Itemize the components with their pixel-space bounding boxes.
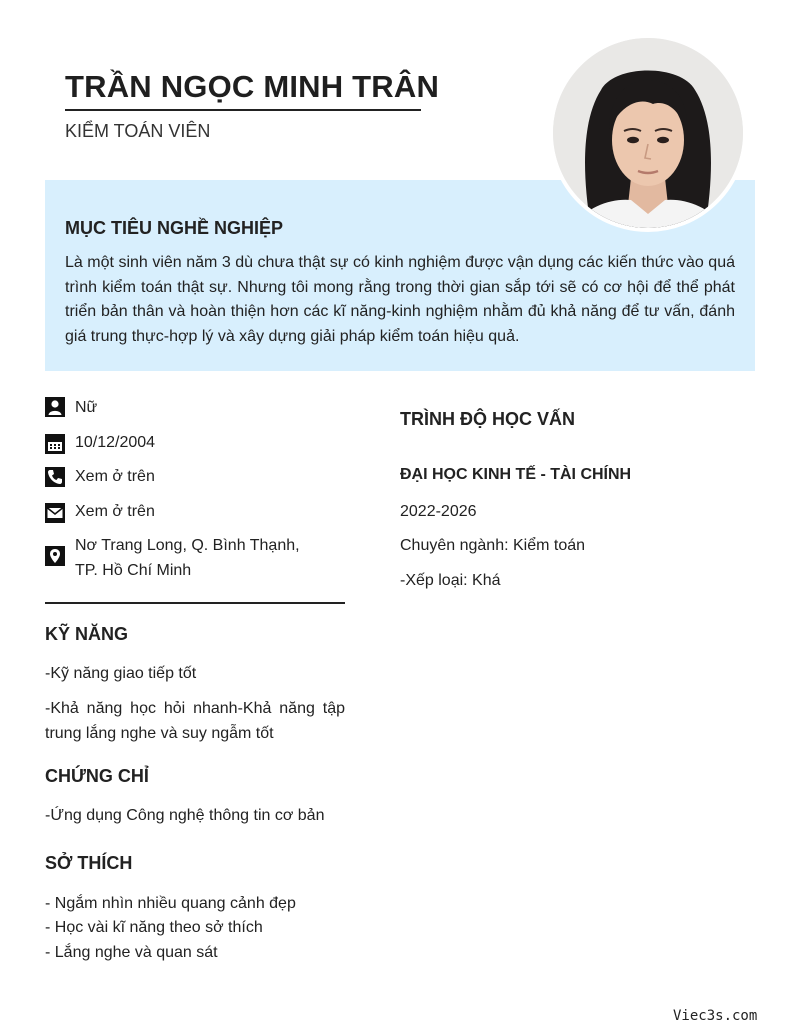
calendar-icon	[45, 434, 65, 454]
envelope-icon	[45, 503, 65, 523]
skill-item-2: -Khả năng học hỏi nhanh-Khả năng tập trung lắng nghe và suy ngẫm tốt	[45, 700, 345, 742]
profile-photo	[549, 34, 747, 232]
education-school: ĐẠI HỌC KINH TẾ - TÀI CHÍNH	[400, 466, 632, 483]
contact-list	[45, 396, 345, 583]
candidate-name: TRẦN NGỌC MINH TRÂN	[65, 69, 440, 104]
skill-item-1: -Kỹ năng giao tiếp tốt	[45, 665, 197, 682]
contact-phone	[45, 465, 345, 490]
address-line-1: Nơ Trang Long, Q. Bình Thạnh,	[75, 537, 300, 554]
phone-text: Xem ở trên	[75, 468, 155, 485]
education-years: 2022-2026	[400, 503, 477, 520]
contact-divider	[45, 602, 345, 604]
certificates-title: CHỨNG CHỈ	[45, 766, 149, 786]
objective-text: Là một sinh viên năm 3 dù chưa thật sự có kinh nghiệm được vận dụng các kiến thức vào quá trình kiểm toán thật sự. Nhưng tôi mong rằng trong thời gian sắp tới sẽ có cơ hội để thể phát triển bản thân và hoàn thiện hơn các kĩ năng-kinh nghiệm nhằm đủ khả năng để tư vấn, đánh giá trung thực-hợp lý và xây dựng giải pháp kiểm toán hiệu quả.	[65, 254, 735, 345]
footer-watermark: Viec3s.com	[673, 1008, 758, 1024]
contact-address	[45, 534, 345, 583]
certificate-item-1: -Ứng dụng Công nghệ thông tin cơ bản	[45, 807, 325, 824]
education-major: Chuyên ngành: Kiểm toán	[400, 537, 586, 554]
hobby-item-3: - Lắng nghe và quan sát	[45, 944, 218, 961]
person-icon	[45, 397, 65, 417]
skills-title: KỸ NĂNG	[45, 624, 129, 644]
education-rank: -Xếp loại: Khá	[400, 572, 501, 589]
education-title: TRÌNH ĐỘ HỌC VẤN	[400, 409, 575, 429]
address-line-2: TP. Hồ Chí Minh	[75, 561, 192, 579]
contact-gender	[45, 396, 345, 421]
objective-title: MỤC TIÊU NGHỀ NGHIỆP	[65, 218, 284, 238]
birthday-text: 10/12/2004	[75, 433, 156, 451]
email-text: Xem ở trên	[75, 502, 155, 520]
name-underline	[65, 109, 421, 111]
hobby-item-2: - Học vài kĩ năng theo sở thích	[45, 919, 263, 936]
contact-birthday	[45, 431, 345, 456]
hobby-item-1: - Ngắm nhìn nhiều quang cảnh đẹp	[45, 895, 296, 912]
hobbies-title: SỞ THÍCH	[45, 853, 133, 873]
contact-email	[45, 500, 345, 525]
gender-text: Nữ	[75, 399, 98, 416]
phone-icon	[45, 467, 65, 487]
job-title: KIỂM TOÁN VIÊN	[65, 121, 211, 141]
location-pin-icon	[45, 546, 65, 566]
